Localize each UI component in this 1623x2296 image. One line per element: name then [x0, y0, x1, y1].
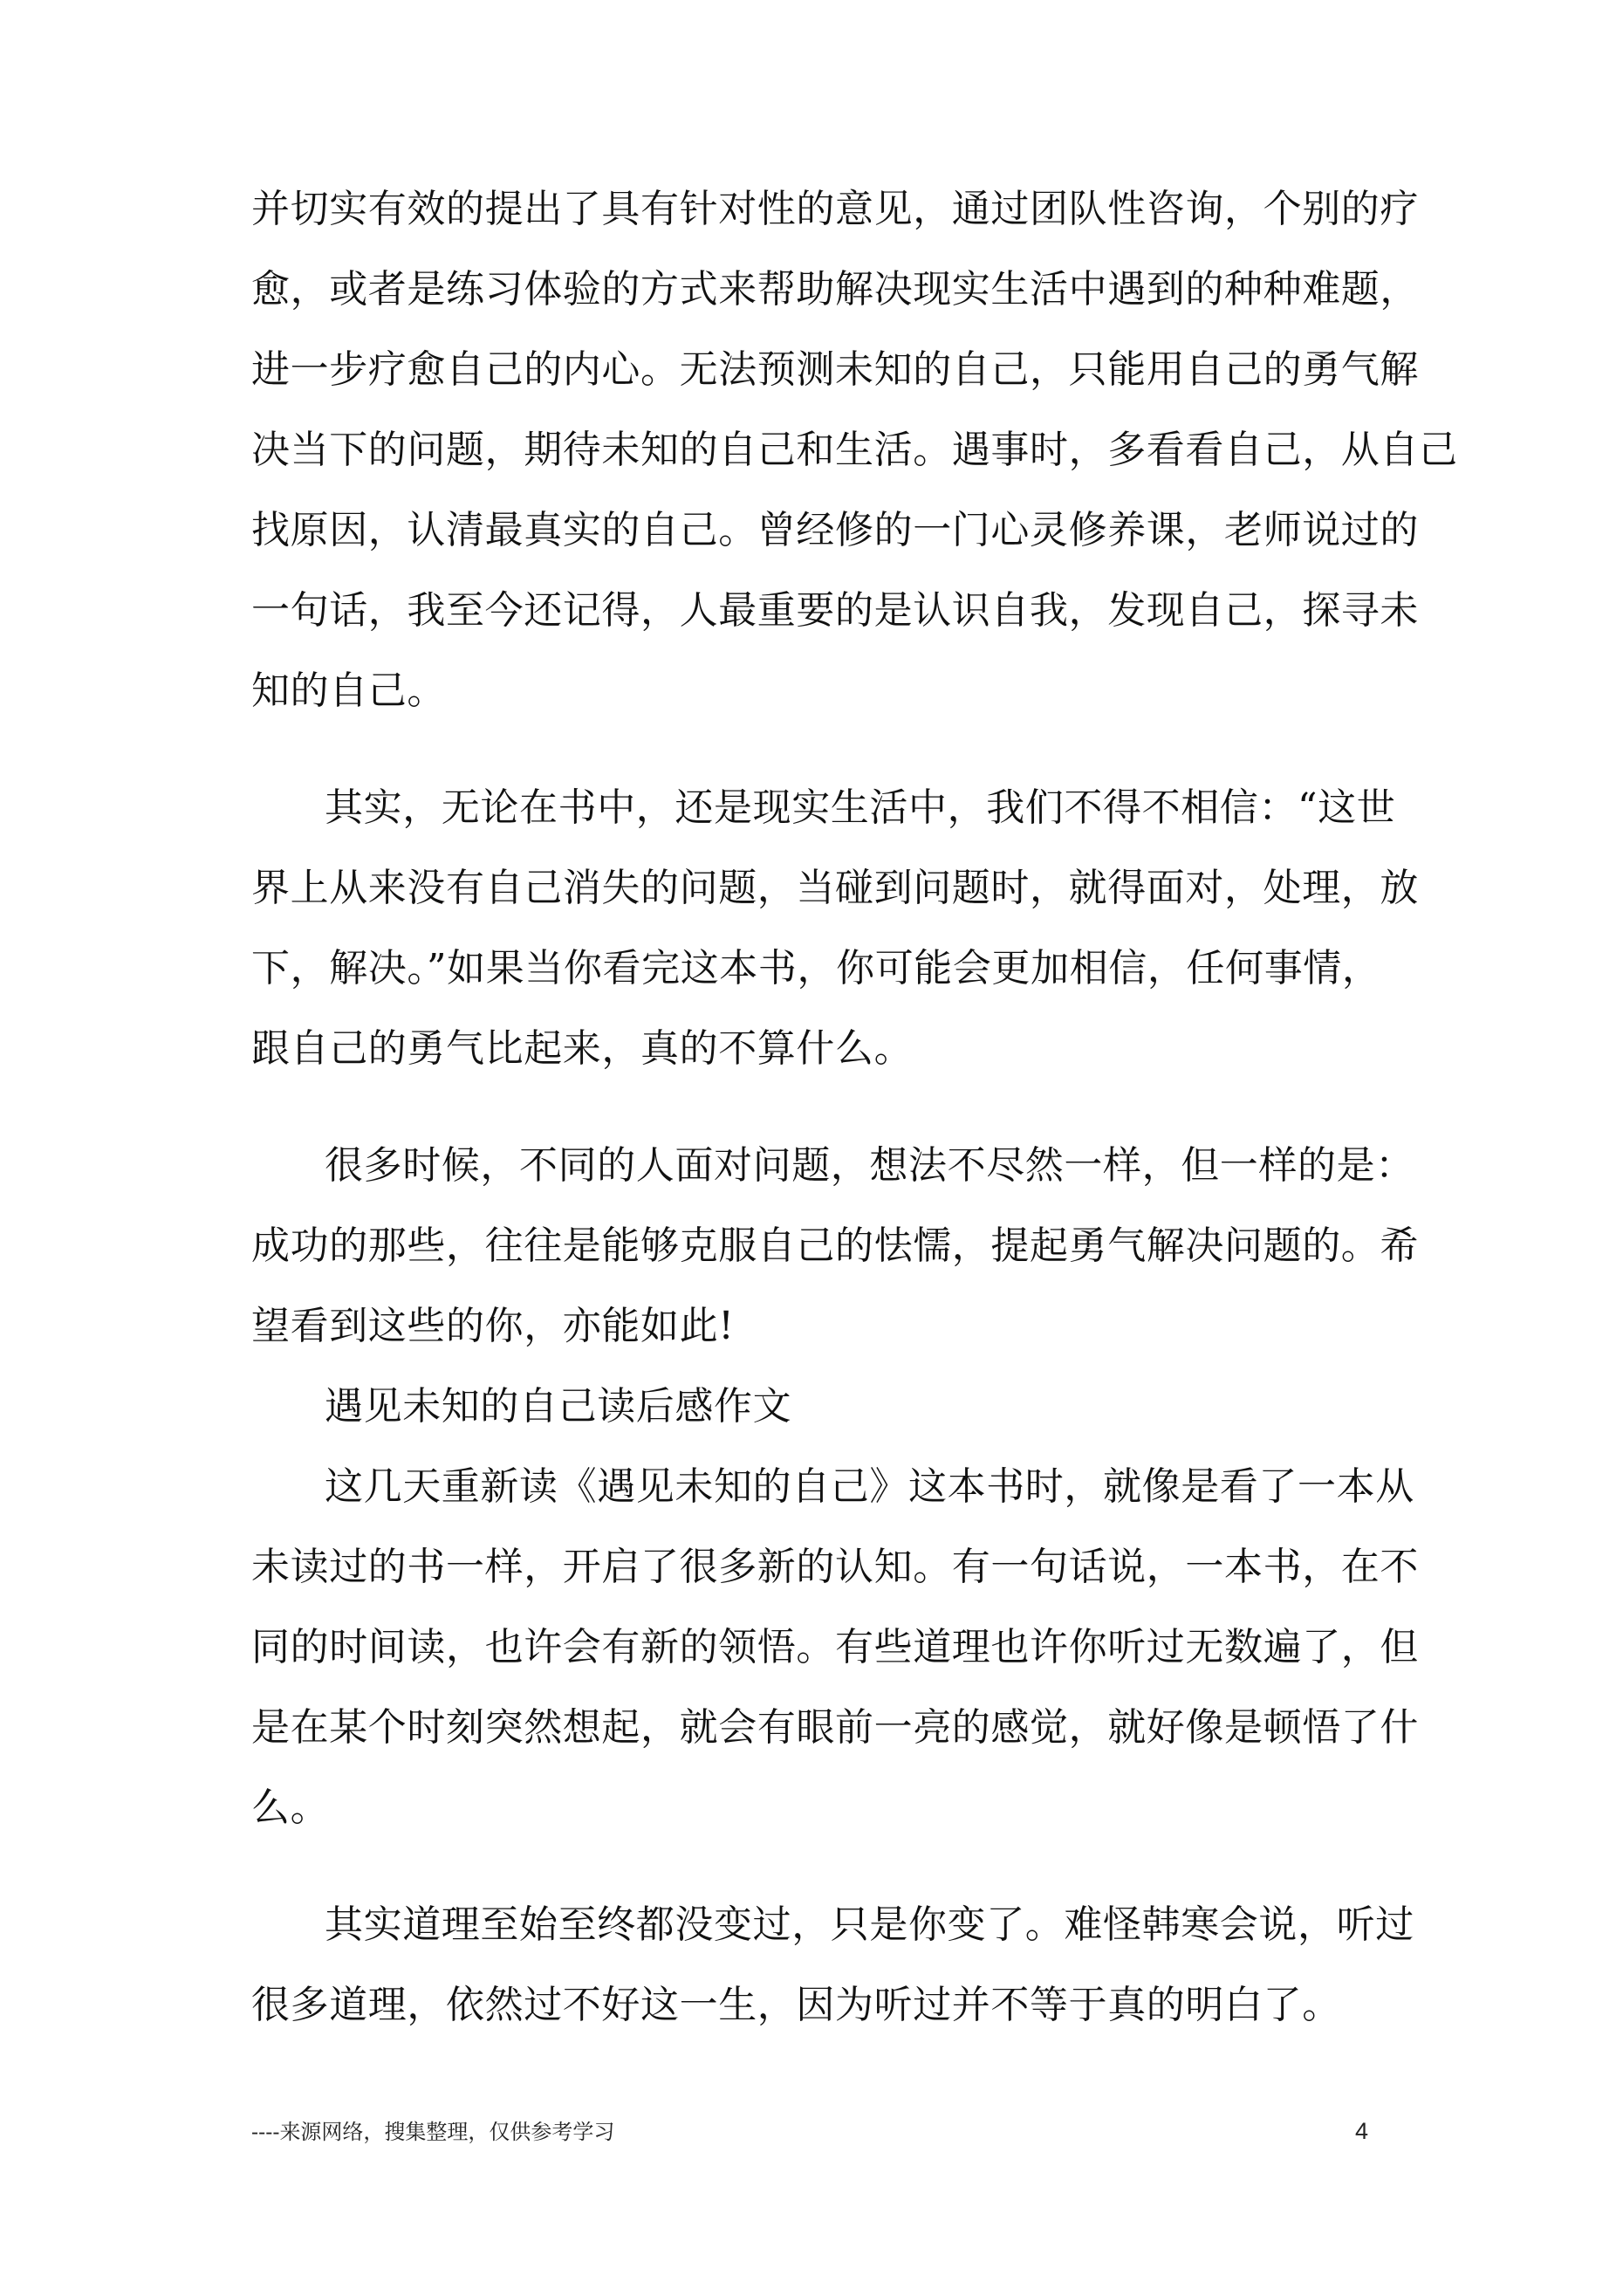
footer-source-note: ----来源网络，搜集整理，仅供参考学习 — [251, 2120, 615, 2144]
paragraph-first-line: 这几天重新读《遇见未知的自己》这本书时，就像是看了一本从 — [325, 1464, 1414, 1509]
text-line: 么。 — [251, 1785, 330, 1830]
text-line: 是在某个时刻突然想起，就会有眼前一亮的感觉，就好像是顿悟了什 — [251, 1705, 1419, 1750]
paragraph-first-line: 很多时候，不同的人面对问题，想法不尽然一样，但一样的是： — [325, 1143, 1414, 1188]
section-heading: 遇见未知的自己读后感作文 — [325, 1384, 792, 1429]
text-line: 同的时间读，也许会有新的领悟。有些道理也许你听过无数遍了，但 — [251, 1625, 1419, 1669]
text-line: 找原因，认清最真实的自己。曾经修的一门心灵修养课，老师说过的 — [251, 508, 1419, 552]
text-line: 决当下的问题，期待未知的自己和生活。遇事时，多看看自己，从自己 — [251, 428, 1458, 472]
text-line: 未读过的书一样，开启了很多新的认知。有一句话说，一本书，在不 — [251, 1545, 1419, 1589]
text-line: 愈，或者是练习体验的方式来帮助解决现实生活中遇到的种种难题， — [251, 267, 1419, 312]
text-line: 进一步疗愈自己的内心。无法预测未知的自己，只能用自己的勇气解 — [251, 347, 1419, 392]
text-line: 望看到这些的你，亦能如此! — [251, 1304, 735, 1348]
text-line: 知的自己。 — [251, 668, 446, 713]
page-number: 4 — [1355, 2118, 1369, 2144]
text-line: 并切实有效的提出了具有针对性的意见，通过团队性咨询，个别的疗 — [251, 187, 1419, 231]
paragraph-first-line: 其实，无论在书中，还是现实生活中，我们不得不相信：“这世 — [325, 785, 1396, 830]
paragraph-first-line: 其实道理至始至终都没变过，只是你变了。难怪韩寒会说，听过 — [325, 1902, 1414, 1947]
text-line: 跟自己的勇气比起来，真的不算什么。 — [251, 1026, 914, 1071]
text-line: 成功的那些，往往是能够克服自己的怯懦，提起勇气解决问题的。希 — [251, 1223, 1419, 1268]
text-line: 一句话，我至今还记得，人最重要的是认识自我，发现自己，探寻未 — [251, 588, 1419, 633]
text-line: 很多道理，依然过不好这一生，因为听过并不等于真的明白了。 — [251, 1983, 1341, 2027]
text-line: 下，解决。”如果当你看完这本书，你可能会更加相信，任何事情， — [251, 946, 1381, 990]
text-line: 界上从来没有自己消失的问题，当碰到问题时，就得面对，处理，放 — [251, 866, 1419, 910]
